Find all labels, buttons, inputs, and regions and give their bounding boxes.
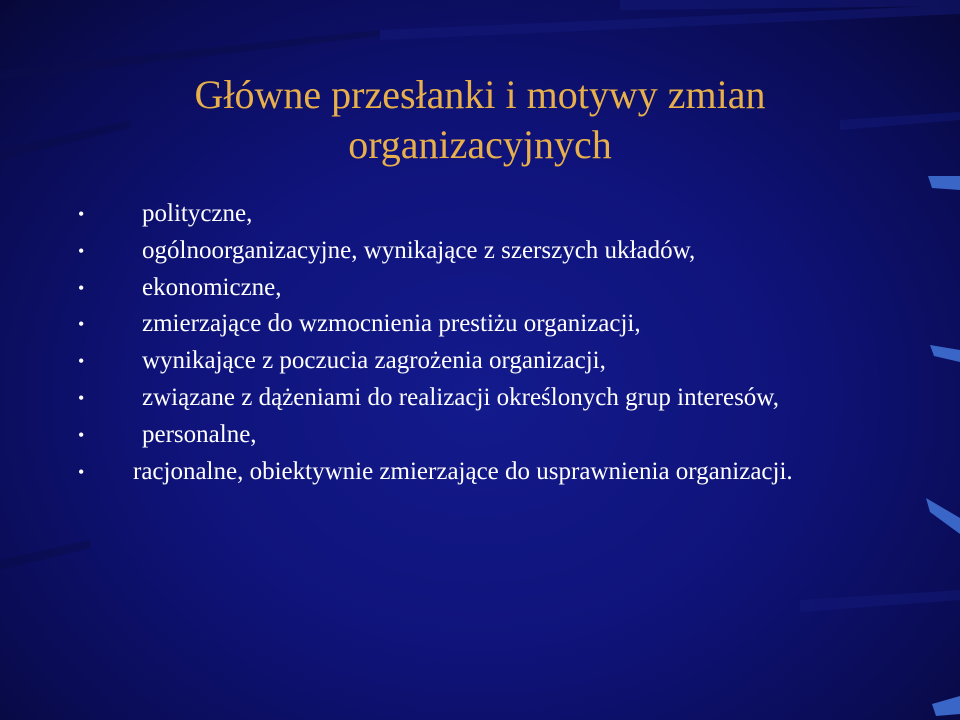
bullet-icon: • bbox=[78, 351, 85, 372]
bullet-item bbox=[0, 458, 960, 486]
bullet-icon: • bbox=[78, 424, 85, 445]
bullet-text: ekonomiczne, bbox=[142, 273, 282, 301]
bullet-text: polityczne, bbox=[142, 200, 253, 227]
bullet-icon: • bbox=[78, 204, 85, 224]
bullet-item bbox=[0, 274, 960, 302]
title-line-2: organizacyjnych bbox=[348, 122, 612, 167]
bullet-text: ogólnoorganizacyjne, wynikające z szerszych układów, bbox=[142, 236, 696, 264]
bullet-icon: • bbox=[78, 240, 85, 261]
bullet-text: związane z dążeniami do realizacji określonych grup interesów, bbox=[142, 383, 779, 411]
bullet-item bbox=[0, 310, 960, 338]
slide-title bbox=[0, 70, 960, 170]
bullet-text: wynikające z poczucia zagrożenia organizacji, bbox=[142, 347, 606, 375]
bullet-icon: • bbox=[78, 387, 85, 408]
bullet-text: racjonalne, obiektywnie zmierzające do usprawnienia organizacji. bbox=[133, 457, 793, 485]
bullet-item bbox=[0, 421, 960, 449]
title-line-1: Główne przesłanki i motywy zmian bbox=[194, 72, 766, 117]
bullet-item bbox=[0, 237, 960, 265]
accent-stripe-1 bbox=[928, 176, 960, 190]
bullet-icon: • bbox=[78, 314, 85, 335]
bullet-item bbox=[0, 200, 960, 228]
bullet-item bbox=[0, 347, 960, 375]
bullet-list bbox=[0, 200, 960, 494]
accent-stripe-4 bbox=[932, 696, 960, 716]
bullet-icon: • bbox=[78, 461, 85, 482]
accent-stripe-3 bbox=[926, 498, 960, 534]
bullet-item bbox=[0, 384, 960, 412]
bullet-text: zmierzające do wzmocnienia prestiżu organizacji, bbox=[142, 310, 641, 338]
bullet-text: personalne, bbox=[142, 420, 257, 448]
bullet-icon: • bbox=[78, 277, 85, 298]
